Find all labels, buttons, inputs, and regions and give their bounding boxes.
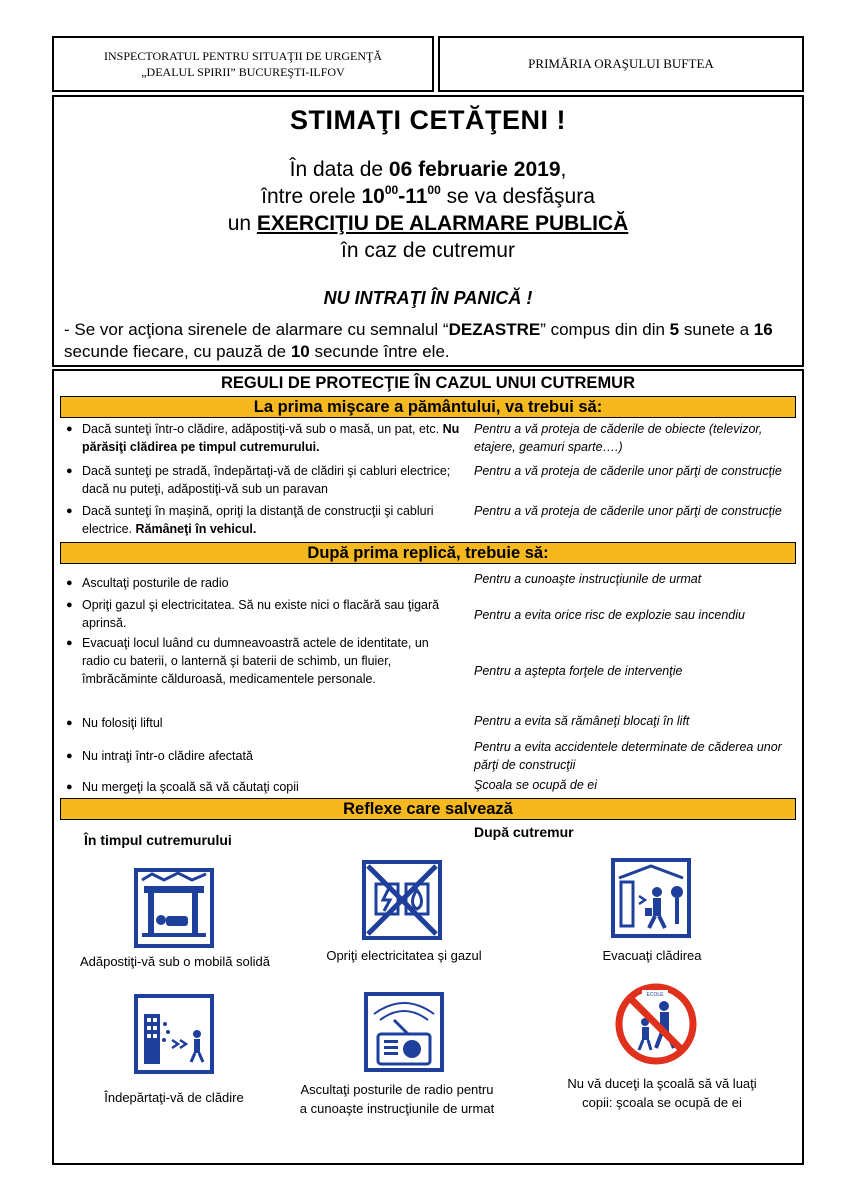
- school-sign-text: ECOLE: [646, 992, 664, 998]
- rule-text: Dacă sunteţi într-o clădire, adăpostiţi-vă sub o masă, un pat, etc.: [82, 422, 443, 436]
- list-item: [54, 574, 802, 594]
- rule-reason: Pentru a evita orice risc de explozie sau incendiu: [474, 608, 745, 622]
- signal-name: DEZASTRE: [448, 320, 541, 339]
- sirens-notice: [64, 319, 794, 363]
- caption-school-line2: copii: şcoala se ocupă de ei: [582, 1095, 742, 1110]
- announcement-body: [54, 156, 802, 264]
- hour-start-minutes: 00: [384, 183, 399, 197]
- caption-school-line1: Nu vă duceţi la şcoală să vă luaţi: [567, 1076, 757, 1091]
- move-away-from-building-icon: [134, 994, 214, 1074]
- inspectorate-box: [52, 36, 434, 92]
- rule-reason: Pentru a cunoaşte instrucţiunile de urmat: [474, 572, 702, 586]
- exercise-prefix: un: [227, 212, 257, 235]
- bullet-icon: ●: [66, 423, 73, 435]
- rules-box: [52, 369, 804, 1165]
- sirens-text-c: sunete a: [679, 320, 754, 339]
- announcement-box: [52, 95, 804, 367]
- hour-separator: -: [398, 185, 406, 208]
- hours-line: [54, 183, 802, 210]
- bullet-icon: ●: [66, 781, 73, 793]
- bullet-icon: ●: [66, 637, 73, 649]
- exercise-date: 06 februarie 2019: [388, 158, 561, 181]
- cause-line: în caz de cutremur: [341, 239, 515, 262]
- inspectorate-name: INSPECTORATUL PENTRU SITUAŢII DE URGENŢĂ: [104, 49, 382, 63]
- bullet-icon: ●: [66, 505, 73, 517]
- caption-school: [554, 1074, 770, 1112]
- radio-icon: [364, 992, 444, 1072]
- rule-emphasis: Nu părăsiţi clădirea pe timpul cutremurului.: [82, 422, 460, 454]
- reflex-pictograms: [54, 848, 802, 1178]
- townhall-box: [438, 36, 804, 92]
- caption-utilities: Opriţi electricitatea şi gazul: [326, 948, 482, 963]
- shelter-under-table-icon: [134, 868, 214, 948]
- rule-reason: Pentru a vă proteja de căderile unor părţi de construcţie: [474, 504, 782, 518]
- no-school-pickup-icon: [614, 982, 698, 1066]
- townhall-name: PRIMĂRIA ORAŞULUI BUFTEA: [528, 56, 714, 71]
- caption-move-away: Îndepărtaţi-vă de clădire: [104, 1090, 244, 1105]
- rule-text: Ascultaţi posturile de radio: [82, 576, 229, 590]
- caption-radio-line2: a cunoaşte instrucţiunile de urmat: [299, 1101, 495, 1116]
- hour-start-value: 10: [361, 185, 385, 208]
- bullet-icon: ●: [66, 599, 73, 611]
- sirens-text-a: - Se vor acţiona sirenele de alarmare cu semnalul “: [64, 320, 449, 339]
- caption-evacuate: Evacuaţi clădirea: [602, 948, 702, 963]
- list-item: [54, 734, 802, 778]
- hour-end-minutes: 00: [427, 183, 441, 197]
- list-item: [54, 462, 802, 502]
- rule-text: Evacuaţi locul luând cu dumneavoastră actele de identitate, un radio cu baterii, o lanternă şi baterii de schimb, un fluier, îmbrăcăminte călduroasă, medicamentele personale.: [82, 636, 429, 686]
- column-during: În timpul cutremurului: [84, 832, 232, 848]
- list-item: [54, 710, 802, 734]
- panic-warning: NU INTRAŢI ÎN PANICĂ !: [323, 288, 533, 308]
- siren-pause: 10: [290, 342, 310, 361]
- sirens-text-e: secunde între ele.: [309, 342, 450, 361]
- exercise-name: EXERCIŢIU DE ALARMARE PUBLICĂ: [256, 212, 629, 235]
- bullet-icon: ●: [66, 750, 73, 762]
- bullet-icon: ●: [66, 577, 73, 589]
- inspectorate-region: „DEALUL SPIRII” BUCUREŞTI-ILFOV: [141, 65, 345, 79]
- rule-text: Opriţi gazul şi electricitatea. Să nu existe nici o flacără sau ţigară aprinsă.: [82, 598, 440, 630]
- rule-reason: Pentru a evita accidentele determinate de căderea unor părţi de construcţii: [474, 740, 782, 772]
- bullet-icon: ●: [66, 717, 73, 729]
- hour-end-value: 11: [405, 185, 428, 208]
- rule-text: Nu folosiţi liftul: [82, 716, 163, 730]
- sirens-text-d: secunde fiecare, cu pauză de: [64, 342, 291, 361]
- caption-radio-line1: Ascultaţi posturile de radio pentru: [300, 1082, 494, 1097]
- rule-reason: Şcoala se ocupă de ei: [474, 778, 598, 792]
- first-movement-list: [54, 418, 802, 542]
- rule-reason: Pentru a vă proteja de căderile de obiecte (televizor, etajere, geamuri sparte….): [474, 422, 763, 454]
- rule-reason: Pentru a aştepta forţele de intervenţie: [474, 664, 683, 678]
- sirens-text-b: ” compus din din: [540, 320, 670, 339]
- list-item: [54, 420, 802, 462]
- letterhead: [52, 36, 804, 92]
- date-prefix: În data de: [289, 158, 389, 181]
- section-first-movement: La prima mişcare a pământului, va trebui să:: [60, 396, 796, 418]
- announcement-title: STIMAŢI CETĂŢENI !: [290, 105, 566, 135]
- bullet-icon: ●: [66, 465, 73, 477]
- rule-text: Dacă sunteţi în maşină, opriţi la distanţă de construcţii şi cabluri electrice.: [82, 504, 434, 536]
- caption-radio: [292, 1080, 502, 1118]
- rule-text: Nu intraţi într-o clădire afectată: [82, 749, 253, 763]
- hours-suffix: se va desfăşura: [440, 185, 595, 208]
- hour-start: [362, 185, 441, 208]
- rule-text: Dacă sunteţi pe stradă, îndepărtaţi-vă de clădiri şi cabluri electrice; dacă nu puteţi, adăpostiţi-vă sub un paravan: [82, 464, 451, 496]
- list-item: [54, 596, 802, 634]
- rules-title: REGULI DE PROTECŢIE ÎN CAZUL UNUI CUTREMUR: [220, 374, 636, 392]
- list-item: [54, 634, 802, 710]
- rule-emphasis: Rămâneţi în vehicul.: [135, 522, 257, 536]
- section-after-first-aftershock: După prima replică, trebuie să:: [60, 542, 796, 564]
- list-item: [54, 778, 802, 798]
- date-line: [54, 156, 802, 183]
- after-aftershock-list: [54, 564, 802, 798]
- date-suffix: ,: [560, 158, 567, 181]
- siren-duration: 16: [753, 320, 773, 339]
- evacuate-building-icon: [611, 858, 691, 938]
- exercise-line: [54, 210, 802, 237]
- section-reflexes: Reflexe care salvează: [60, 798, 796, 820]
- rule-text: Nu mergeţi la şcoală să vă căutaţi copii: [82, 780, 299, 794]
- caption-shelter: Adăpostiţi-vă sub o mobilă solidă: [79, 954, 271, 969]
- hours-prefix: între orele: [261, 185, 362, 208]
- rule-reason: Pentru a vă proteja de căderile unor părţi de construcţie: [474, 464, 782, 478]
- siren-count: 5: [669, 320, 680, 339]
- cut-electricity-gas-icon: [362, 860, 442, 940]
- column-after: După cutremur: [474, 824, 574, 840]
- rule-reason: Pentru a evita să rămâneţi blocaţi în lift: [474, 714, 690, 728]
- reflex-columns: [54, 826, 802, 848]
- list-item: [54, 502, 802, 540]
